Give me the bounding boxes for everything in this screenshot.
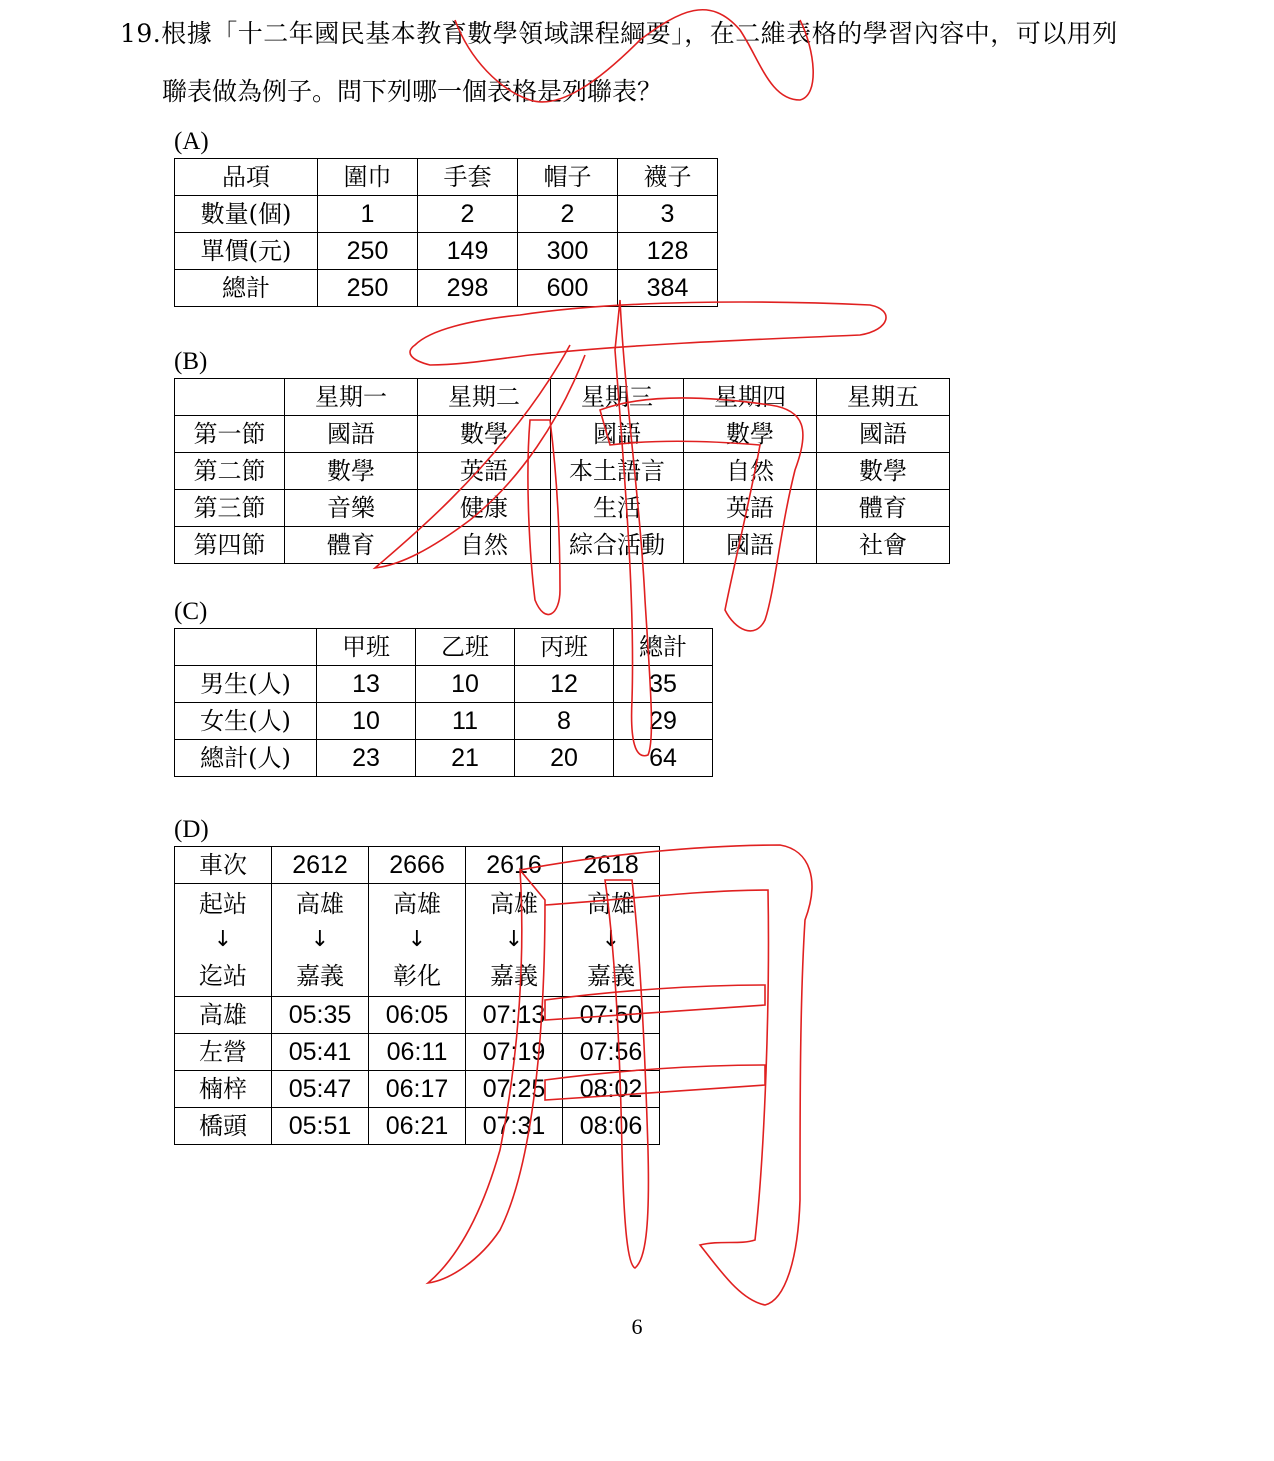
option-b-cell: 本土語言: [551, 453, 684, 490]
option-a-cell: 3: [618, 196, 718, 233]
option-b-cell: 體育: [285, 527, 418, 564]
option-d-cell: 08:06: [563, 1108, 660, 1145]
option-d-label: (D): [174, 816, 209, 843]
option-c-cell: 12: [515, 666, 614, 703]
option-c-cell: 甲班: [317, 629, 416, 666]
option-d-cell: 06:05: [369, 997, 466, 1034]
option-c-cell: 64: [614, 740, 713, 777]
option-b-cell: 數學: [817, 453, 950, 490]
option-b-cell: 體育: [817, 490, 950, 527]
option-d-route-cell: [466, 884, 563, 997]
option-b-cell: 星期三: [551, 379, 684, 416]
option-c-cell: 8: [515, 703, 614, 740]
option-d-cell: 07:50: [563, 997, 660, 1034]
option-b-label: (B): [174, 348, 208, 375]
option-a-row: [175, 233, 718, 270]
option-b-cell: 自然: [418, 527, 551, 564]
option-a-row: [175, 159, 718, 196]
option-c-row: [175, 666, 713, 703]
option-b-cell: 星期一: [285, 379, 418, 416]
option-c-cell: [175, 629, 317, 666]
option-b-cell: 國語: [817, 416, 950, 453]
route-from: 高雄: [490, 890, 538, 918]
option-b-table: [174, 378, 950, 564]
option-d-header-cell: 2618: [563, 847, 660, 884]
route-to: 迄站: [199, 962, 247, 990]
option-c-cell: 23: [317, 740, 416, 777]
option-d-cell: 05:47: [272, 1071, 369, 1108]
option-c-cell: 女生(人): [175, 703, 317, 740]
down-arrow-icon: ↓: [407, 927, 427, 952]
route-to: 嘉義: [296, 962, 344, 990]
option-d-cell: 橋頭: [175, 1108, 272, 1145]
option-d-cell: 06:11: [369, 1034, 466, 1071]
option-b-cell: 數學: [418, 416, 551, 453]
question-line-2: 聯表做為例子。問下列哪一個表格是列聯表？: [162, 77, 663, 106]
option-b-cell: 英語: [418, 453, 551, 490]
option-d-cell: 07:13: [466, 997, 563, 1034]
down-arrow-icon: ↓: [601, 927, 621, 952]
route-to: 嘉義: [490, 962, 538, 990]
option-d-cell: 07:25: [466, 1071, 563, 1108]
route-to: 嘉義: [587, 962, 635, 990]
option-a-cell: 149: [418, 233, 518, 270]
option-c-cell: 總計(人): [175, 740, 317, 777]
option-d-route-cell: [272, 884, 369, 997]
option-d-row: [175, 1108, 660, 1145]
option-c-label: (C): [174, 598, 208, 625]
option-d-cell: 05:41: [272, 1034, 369, 1071]
option-a-cell: 2: [518, 196, 618, 233]
option-d-cell: 06:17: [369, 1071, 466, 1108]
option-b-cell: [175, 379, 285, 416]
option-c-cell: 男生(人): [175, 666, 317, 703]
route-from: 高雄: [587, 890, 635, 918]
option-a-cell: 手套: [418, 159, 518, 196]
option-c-cell: 11: [416, 703, 515, 740]
option-b-row: [175, 527, 950, 564]
option-a-cell: 250: [318, 270, 418, 307]
option-d-row: [175, 997, 660, 1034]
option-b-cell: 星期四: [684, 379, 817, 416]
option-d-header-cell: 2616: [466, 847, 563, 884]
option-b-cell: 第二節: [175, 453, 285, 490]
option-c-cell: 10: [416, 666, 515, 703]
option-b-cell: 國語: [551, 416, 684, 453]
option-a-cell: 600: [518, 270, 618, 307]
option-a-row: [175, 196, 718, 233]
option-b-cell: 星期五: [817, 379, 950, 416]
option-a-cell: 襪子: [618, 159, 718, 196]
option-a-cell: 圍巾: [318, 159, 418, 196]
option-d-header-cell: 2666: [369, 847, 466, 884]
option-b-row: [175, 416, 950, 453]
option-b-cell: 社會: [817, 527, 950, 564]
option-c-cell: 總計: [614, 629, 713, 666]
option-d-cell: 08:02: [563, 1071, 660, 1108]
option-c-cell: 35: [614, 666, 713, 703]
option-c-cell: 29: [614, 703, 713, 740]
option-d-header-row: [175, 847, 660, 884]
down-arrow-icon: ↓: [310, 927, 330, 952]
route-from: 高雄: [393, 890, 441, 918]
route-to: 彰化: [393, 962, 441, 990]
option-b-cell: 第一節: [175, 416, 285, 453]
option-d-route-cell: [369, 884, 466, 997]
option-b-cell: 英語: [684, 490, 817, 527]
down-arrow-icon: ↓: [504, 927, 524, 952]
option-b-row: [175, 453, 950, 490]
option-a-cell: 298: [418, 270, 518, 307]
option-d-route-row: [175, 884, 660, 997]
option-b-cell: 生活: [551, 490, 684, 527]
option-b-cell: 綜合活動: [551, 527, 684, 564]
option-c-row: [175, 703, 713, 740]
option-d-row: [175, 1071, 660, 1108]
option-a-cell: 2: [418, 196, 518, 233]
option-a-cell: 單價(元): [175, 233, 318, 270]
option-d-cell: 楠梓: [175, 1071, 272, 1108]
option-b-cell: 星期二: [418, 379, 551, 416]
option-a-cell: 128: [618, 233, 718, 270]
watermark-stroke-horizontal: [410, 302, 886, 365]
option-b-cell: 第三節: [175, 490, 285, 527]
option-c-cell: 乙班: [416, 629, 515, 666]
option-c-row: [175, 740, 713, 777]
option-d-header-cell: 車次: [175, 847, 272, 884]
option-d-route-cell: [563, 884, 660, 997]
option-c-table: [174, 628, 713, 777]
option-a-cell: 總計: [175, 270, 318, 307]
option-a-cell: 1: [318, 196, 418, 233]
route-from: 高雄: [296, 890, 344, 918]
question-line-1: 19.根據「十二年國民基本教育數學領域課程綱要」，在二維表格的學習內容中，可以用列: [120, 19, 1118, 48]
option-b-cell: 自然: [684, 453, 817, 490]
option-c-cell: 13: [317, 666, 416, 703]
down-arrow-icon: ↓: [213, 927, 233, 952]
option-a-table: [174, 158, 718, 307]
option-b-cell: 健康: [418, 490, 551, 527]
route-from: 起站: [199, 890, 247, 918]
option-c-cell: 20: [515, 740, 614, 777]
option-d-cell: 07:19: [466, 1034, 563, 1071]
option-a-cell: 品項: [175, 159, 318, 196]
option-d-cell: 07:56: [563, 1034, 660, 1071]
option-d-cell: 05:35: [272, 997, 369, 1034]
option-d-cell: 左營: [175, 1034, 272, 1071]
option-a-row: [175, 270, 718, 307]
option-a-cell: 300: [518, 233, 618, 270]
option-b-cell: 數學: [285, 453, 418, 490]
option-b-cell: 數學: [684, 416, 817, 453]
option-d-cell: 高雄: [175, 997, 272, 1034]
option-d-route-cell: [175, 884, 272, 997]
option-b-row: [175, 490, 950, 527]
option-c-cell: 10: [317, 703, 416, 740]
option-a-cell: 帽子: [518, 159, 618, 196]
option-d-cell: 05:51: [272, 1108, 369, 1145]
option-b-cell: 音樂: [285, 490, 418, 527]
option-a-cell: 250: [318, 233, 418, 270]
option-d-table: [174, 846, 660, 1145]
option-d-header-cell: 2612: [272, 847, 369, 884]
option-b-row: [175, 379, 950, 416]
option-b-cell: 國語: [684, 527, 817, 564]
option-d-cell: 07:31: [466, 1108, 563, 1145]
page-number: 6: [631, 1314, 643, 1339]
option-c-cell: 丙班: [515, 629, 614, 666]
option-c-row: [175, 629, 713, 666]
option-d-cell: 06:21: [369, 1108, 466, 1145]
option-a-label: (A): [174, 128, 209, 155]
option-a-cell: 數量(個): [175, 196, 318, 233]
option-b-cell: 第四節: [175, 527, 285, 564]
option-a-cell: 384: [618, 270, 718, 307]
option-c-cell: 21: [416, 740, 515, 777]
option-d-row: [175, 1034, 660, 1071]
option-b-cell: 國語: [285, 416, 418, 453]
